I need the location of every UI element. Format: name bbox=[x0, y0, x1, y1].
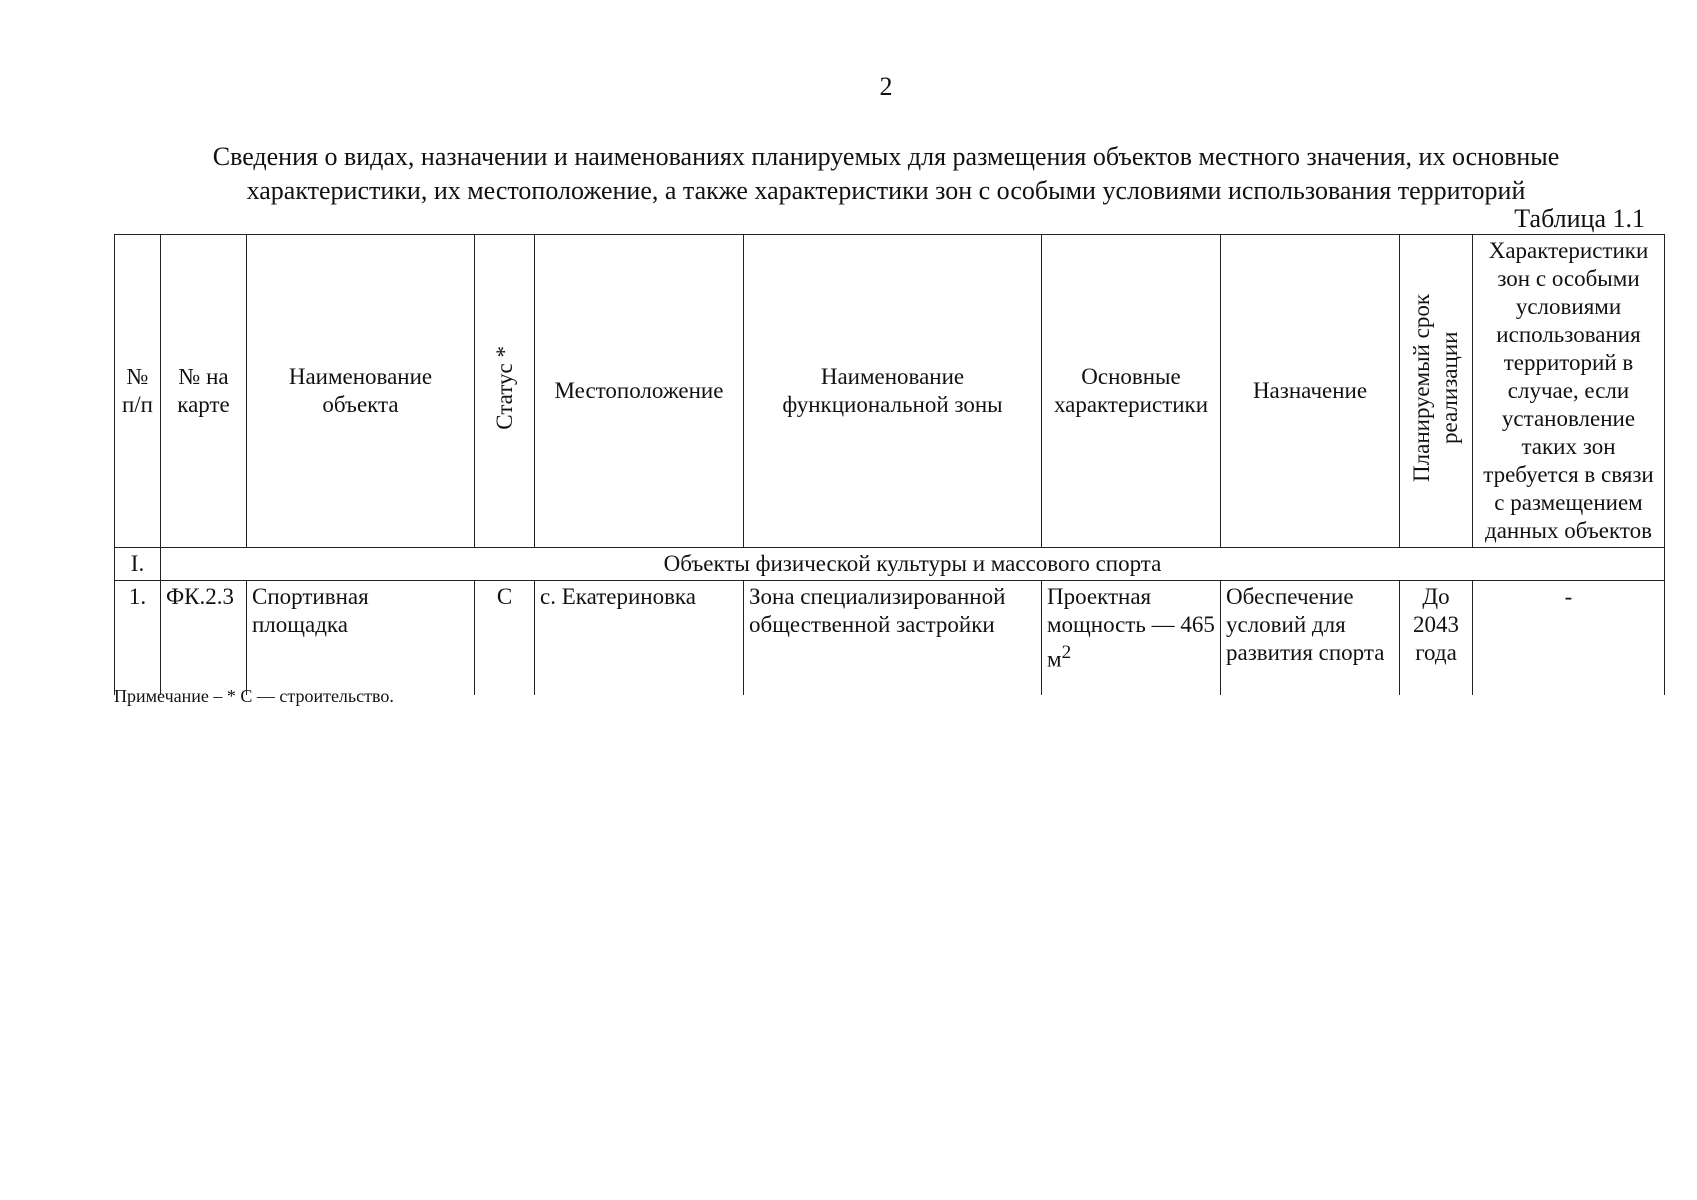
table-row bbox=[115, 581, 1665, 696]
table-caption: Таблица 1.1 bbox=[1514, 204, 1645, 233]
section-title: Объекты физической культуры и массового спорта bbox=[161, 548, 1665, 581]
document-title bbox=[120, 140, 1652, 208]
title-line-2: характеристики, их местоположение, а также характеристики зон с особыми условиями использования территорий bbox=[246, 176, 1526, 205]
section-num: I. bbox=[115, 548, 161, 581]
header-term-cell bbox=[1400, 235, 1473, 548]
header-characteristics: Основные характеристики bbox=[1042, 235, 1221, 548]
objects-table bbox=[114, 234, 1665, 695]
row-term: До 2043 года bbox=[1400, 581, 1473, 696]
title-line-1: Сведения о видах, назначении и наименованиях планируемых для размещения объектов местного значения, их основные bbox=[212, 142, 1560, 171]
row-num: 1. bbox=[115, 581, 161, 696]
header-term-line-2: реализации bbox=[1437, 331, 1462, 444]
row-characteristics-cell bbox=[1042, 581, 1221, 696]
header-zones: Характеристики зон с особыми условиями использования территорий в случае, если установление таких зон требуется в связи с размещением данных объектов bbox=[1473, 235, 1665, 548]
header-num: № п/п bbox=[115, 235, 161, 548]
page-number: 2 bbox=[879, 72, 893, 101]
row-zones: - bbox=[1473, 581, 1665, 696]
section-row bbox=[115, 548, 1665, 581]
row-name: Спортивная площадка bbox=[247, 581, 475, 696]
header-row bbox=[115, 235, 1665, 548]
header-map-num: № на карте bbox=[161, 235, 247, 548]
header-location: Местоположение bbox=[535, 235, 744, 548]
header-status-cell bbox=[475, 235, 535, 548]
row-purpose: Обеспечение условий для развития спорта bbox=[1221, 581, 1400, 696]
header-status: Статус * bbox=[491, 345, 517, 430]
header-term bbox=[1408, 294, 1464, 482]
row-characteristics-sup: 2 bbox=[1061, 642, 1072, 663]
row-status: С bbox=[475, 581, 535, 696]
row-map-num: ФК.2.3 bbox=[161, 581, 247, 696]
header-term-line-1: Планируемый срок bbox=[1409, 293, 1434, 482]
row-characteristics: Проектная мощность — 465 м bbox=[1047, 584, 1215, 672]
row-location: с. Екатериновка bbox=[535, 581, 744, 696]
header-name: Наименование объекта bbox=[247, 235, 475, 548]
header-zone: Наименование функциональной зоны bbox=[744, 235, 1042, 548]
header-purpose: Назначение bbox=[1221, 235, 1400, 548]
table-note: Примечание – * С — строительство. bbox=[114, 686, 394, 706]
row-zone: Зона специализированной общественной застройки bbox=[744, 581, 1042, 696]
